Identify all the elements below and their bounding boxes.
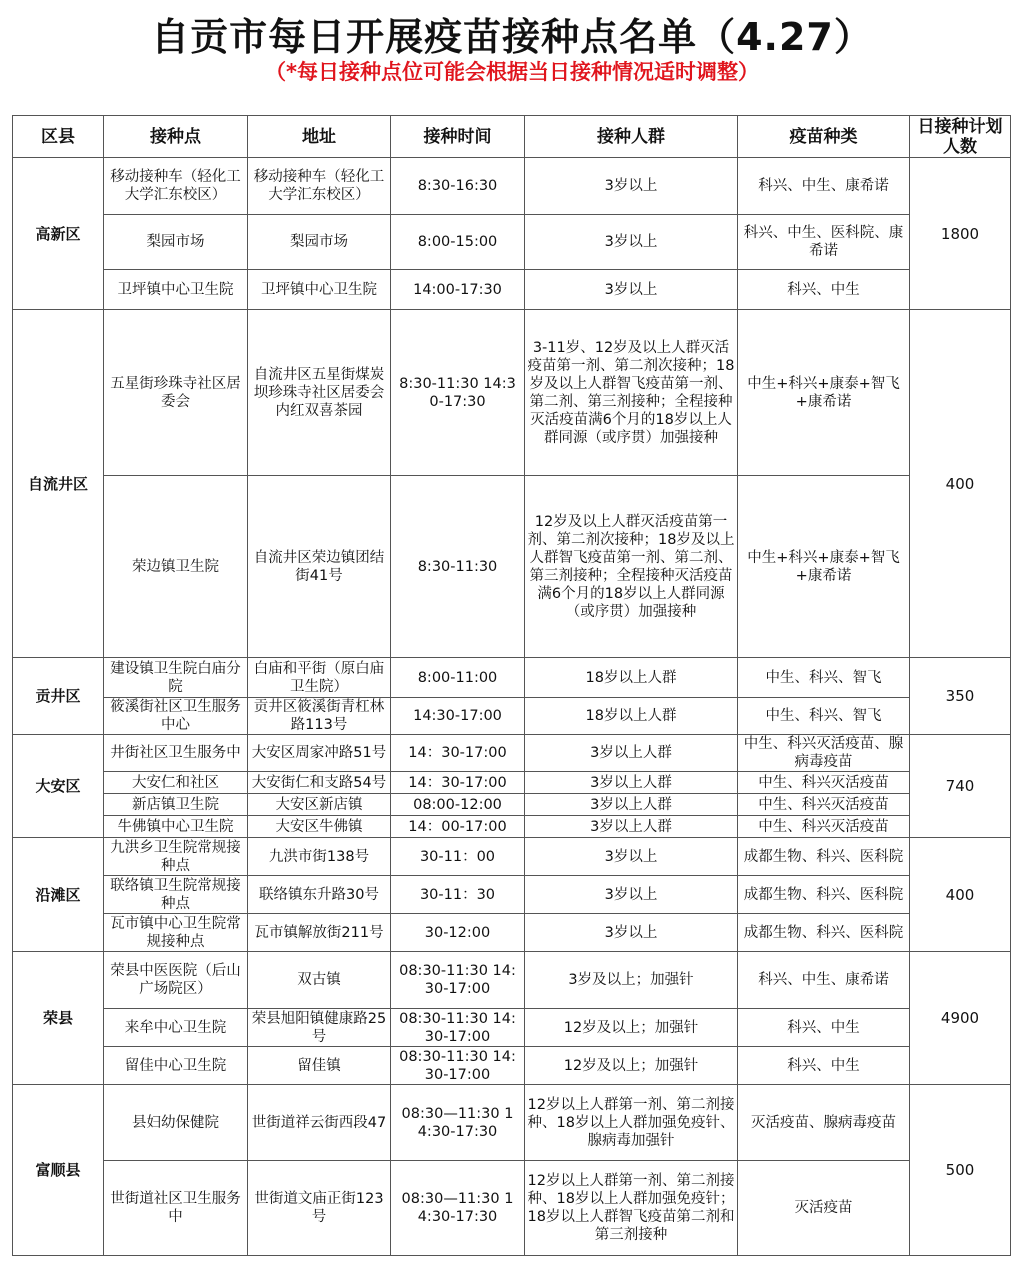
district-cell: 沿滩区 <box>13 838 104 952</box>
address-cell: 贡井区筱溪街青杠林路113号 <box>248 698 391 735</box>
address-cell: 荣县旭阳镇健康路25号 <box>248 1009 391 1047</box>
table-row <box>13 876 1011 914</box>
table-row <box>13 952 1011 1009</box>
address-cell: 大安区周家冲路51号 <box>248 735 391 772</box>
group-cell: 3岁以上人群 <box>525 735 738 772</box>
address-cell: 瓦市镇解放街211号 <box>248 914 391 952</box>
group-cell: 18岁以上人群 <box>525 658 738 698</box>
time-cell: 14：30-17:00 <box>391 772 525 794</box>
site-cell: 井街社区卫生服务中 <box>104 735 248 772</box>
page-subtitle: （*每日接种点位可能会根据当日接种情况适时调整） <box>265 60 759 84</box>
vaccine-cell: 科兴、中生、康希诺 <box>738 952 910 1009</box>
vaccine-cell: 科兴、中生 <box>738 1009 910 1047</box>
district-cell: 自流井区 <box>13 310 104 658</box>
time-cell: 8:30-16:30 <box>391 158 525 215</box>
table-row <box>13 816 1011 838</box>
group-cell: 18岁以上人群 <box>525 698 738 735</box>
time-cell: 8:00-15:00 <box>391 215 525 270</box>
plan-count-cell: 740 <box>910 735 1011 838</box>
time-cell: 08:30—11:30 14:30-17:30 <box>391 1161 525 1256</box>
site-cell: 卫坪镇中心卫生院 <box>104 270 248 310</box>
vaccine-cell: 灭活疫苗 <box>738 1161 910 1256</box>
header-vaccine: 疫苗种类 <box>738 116 910 158</box>
vaccine-cell: 中生、科兴灭活疫苗 <box>738 772 910 794</box>
header-time: 接种时间 <box>391 116 525 158</box>
table-row <box>13 838 1011 876</box>
address-cell: 白庙和平街（原白庙卫生院） <box>248 658 391 698</box>
time-cell: 08:00-12:00 <box>391 794 525 816</box>
table-row <box>13 215 1011 270</box>
vaccine-cell: 灭活疫苗、腺病毒疫苗 <box>738 1085 910 1161</box>
time-cell: 14:30-17:00 <box>391 698 525 735</box>
group-cell: 3岁以上 <box>525 158 738 215</box>
address-cell: 联络镇东升路30号 <box>248 876 391 914</box>
group-cell: 12岁以上人群第一剂、第二剂接种、18岁以上人群加强免疫针；18岁以上人群智飞疫苗第二剂和第三剂接种 <box>525 1161 738 1256</box>
vaccine-cell: 科兴、中生、康希诺 <box>738 158 910 215</box>
site-cell: 梨园市场 <box>104 215 248 270</box>
site-cell: 九洪乡卫生院常规接种点 <box>104 838 248 876</box>
time-cell: 08:30—11:30 14:30-17:30 <box>391 1085 525 1161</box>
site-cell: 五星街珍珠寺社区居委会 <box>104 310 248 476</box>
header-row <box>13 116 1011 158</box>
site-cell: 大安仁和社区 <box>104 772 248 794</box>
site-cell: 新店镇卫生院 <box>104 794 248 816</box>
group-cell: 3岁以上人群 <box>525 816 738 838</box>
header-plan: 日接种计划人数 <box>910 116 1011 158</box>
site-cell: 荣边镇卫生院 <box>104 476 248 658</box>
table-row <box>13 1161 1011 1256</box>
vaccine-cell: 科兴、中生 <box>738 270 910 310</box>
time-cell: 8:30-11:30 <box>391 476 525 658</box>
group-cell: 3岁以上 <box>525 838 738 876</box>
site-cell: 荣县中医医院（后山广场院区） <box>104 952 248 1009</box>
header-site: 接种点 <box>104 116 248 158</box>
vaccine-cell: 成都生物、科兴、医科院 <box>738 914 910 952</box>
plan-count-cell: 400 <box>910 310 1011 658</box>
site-cell: 联络镇卫生院常规接种点 <box>104 876 248 914</box>
vaccine-cell: 成都生物、科兴、医科院 <box>738 838 910 876</box>
district-cell: 大安区 <box>13 735 104 838</box>
time-cell: 08:30-11:30 14:30-17:00 <box>391 1009 525 1047</box>
address-cell: 梨园市场 <box>248 215 391 270</box>
site-cell: 来牟中心卫生院 <box>104 1009 248 1047</box>
group-cell: 3岁以上 <box>525 876 738 914</box>
table-row <box>13 270 1011 310</box>
vaccine-cell: 成都生物、科兴、医科院 <box>738 876 910 914</box>
header-group: 接种人群 <box>525 116 738 158</box>
address-cell: 移动接种车（轻化工大学汇东校区） <box>248 158 391 215</box>
table-row <box>13 1085 1011 1161</box>
district-cell: 荣县 <box>13 952 104 1085</box>
site-cell: 留佳中心卫生院 <box>104 1047 248 1085</box>
plan-count-cell: 500 <box>910 1085 1011 1256</box>
table-row <box>13 698 1011 735</box>
vaccine-cell: 中生、科兴灭活疫苗 <box>738 794 910 816</box>
address-cell: 大安区新店镇 <box>248 794 391 816</box>
address-cell: 留佳镇 <box>248 1047 391 1085</box>
group-cell: 12岁以上人群第一剂、第二剂接种、18岁以上人群加强免疫针、腺病毒加强针 <box>525 1085 738 1161</box>
table-row <box>13 735 1011 772</box>
group-cell: 3岁以上 <box>525 270 738 310</box>
group-cell: 3-11岁、12岁及以上人群灭活疫苗第一剂、第二剂次接种；18岁及以上人群智飞疫苗第一剂、第二剂、第三剂接种；全程接种灭活疫苗满6个月的18岁以上人群同源（或序贯）加强接种 <box>525 310 738 476</box>
address-cell: 大安区牛佛镇 <box>248 816 391 838</box>
table-row <box>13 794 1011 816</box>
time-cell: 30-11：30 <box>391 876 525 914</box>
time-cell: 30-11：00 <box>391 838 525 876</box>
plan-count-cell: 400 <box>910 838 1011 952</box>
address-cell: 卫坪镇中心卫生院 <box>248 270 391 310</box>
site-cell: 牛佛镇中心卫生院 <box>104 816 248 838</box>
plan-count-cell: 4900 <box>910 952 1011 1085</box>
vaccine-cell: 科兴、中生 <box>738 1047 910 1085</box>
site-cell: 建设镇卫生院白庙分院 <box>104 658 248 698</box>
table-row <box>13 476 1011 658</box>
vaccine-cell: 中生、科兴灭活疫苗、腺病毒疫苗 <box>738 735 910 772</box>
site-cell: 县妇幼保健院 <box>104 1085 248 1161</box>
vaccine-cell: 中生、科兴、智飞 <box>738 698 910 735</box>
site-cell: 瓦市镇中心卫生院常规接种点 <box>104 914 248 952</box>
time-cell: 8:00-11:00 <box>391 658 525 698</box>
time-cell: 08:30-11:30 14:30-17:00 <box>391 952 525 1009</box>
address-cell: 大安街仁和支路54号 <box>248 772 391 794</box>
site-cell: 世街道社区卫生服务中 <box>104 1161 248 1256</box>
table-row <box>13 1047 1011 1085</box>
vaccine-cell: 中生、科兴、智飞 <box>738 658 910 698</box>
table-row <box>13 658 1011 698</box>
address-cell: 自流井区五星街煤炭坝珍珠寺社区居委会内红双喜茶园 <box>248 310 391 476</box>
time-cell: 14：00-17:00 <box>391 816 525 838</box>
table-row <box>13 914 1011 952</box>
group-cell: 3岁以上 <box>525 914 738 952</box>
address-cell: 世街道文庙正街123号 <box>248 1161 391 1256</box>
group-cell: 3岁以上人群 <box>525 772 738 794</box>
vaccine-cell: 科兴、中生、医科院、康希诺 <box>738 215 910 270</box>
table-row <box>13 310 1011 476</box>
district-cell: 富顺县 <box>13 1085 104 1256</box>
group-cell: 3岁及以上；加强针 <box>525 952 738 1009</box>
table-row <box>13 772 1011 794</box>
group-cell: 3岁以上 <box>525 215 738 270</box>
group-cell: 12岁及以上；加强针 <box>525 1047 738 1085</box>
table-row <box>13 1009 1011 1047</box>
address-cell: 九洪市街138号 <box>248 838 391 876</box>
time-cell: 14：30-17:00 <box>391 735 525 772</box>
time-cell: 14:00-17:30 <box>391 270 525 310</box>
time-cell: 30-12:00 <box>391 914 525 952</box>
vaccine-cell: 中生、科兴灭活疫苗 <box>738 816 910 838</box>
group-cell: 12岁及以上人群灭活疫苗第一剂、第二剂次接种；18岁及以上人群智飞疫苗第一剂、第二剂、第三剂接种；全程接种灭活疫苗满6个月的18岁以上人群同源（或序贯）加强接种 <box>525 476 738 658</box>
address-cell: 自流井区荣边镇团结街41号 <box>248 476 391 658</box>
plan-count-cell: 350 <box>910 658 1011 735</box>
site-cell: 移动接种车（轻化工大学汇东校区） <box>104 158 248 215</box>
district-cell: 贡井区 <box>13 658 104 735</box>
vaccine-cell: 中生+科兴+康泰+智飞+康希诺 <box>738 476 910 658</box>
time-cell: 08:30-11:30 14:30-17:00 <box>391 1047 525 1085</box>
time-cell: 8:30-11:30 14:30-17:30 <box>391 310 525 476</box>
page-title: 自贡市每日开展疫苗接种点名单（4.27） <box>151 15 873 59</box>
vaccine-cell: 中生+科兴+康泰+智飞+康希诺 <box>738 310 910 476</box>
header-address: 地址 <box>248 116 391 158</box>
table-row <box>13 158 1011 215</box>
plan-count-cell: 1800 <box>910 158 1011 310</box>
group-cell: 3岁以上人群 <box>525 794 738 816</box>
vaccination-sites-table <box>12 115 1011 1256</box>
address-cell: 世街道祥云街西段47 <box>248 1085 391 1161</box>
district-cell: 高新区 <box>13 158 104 310</box>
header-district: 区县 <box>13 116 104 158</box>
address-cell: 双古镇 <box>248 952 391 1009</box>
site-cell: 筱溪街社区卫生服务中心 <box>104 698 248 735</box>
group-cell: 12岁及以上；加强针 <box>525 1009 738 1047</box>
